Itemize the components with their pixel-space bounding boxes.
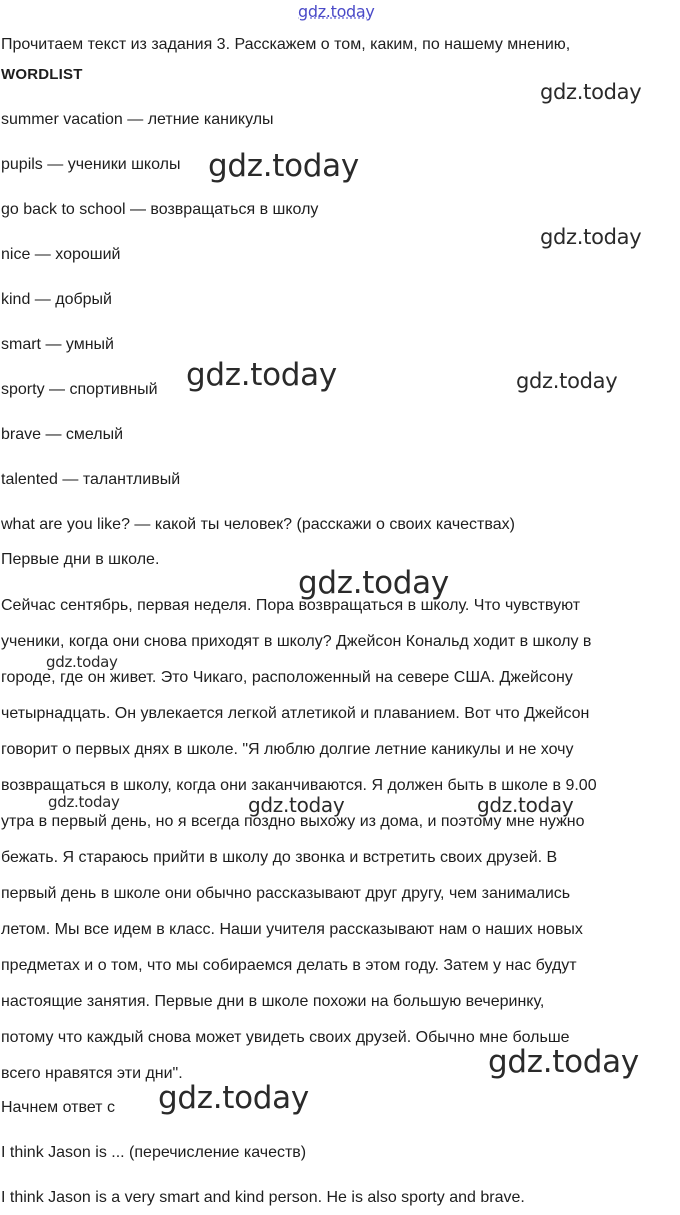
paragraph-line: бежать. Я стараюсь прийти в школу до звонка и встретить своих друзей. В — [1, 849, 558, 866]
wordlist-item: pupils — ученики школы — [1, 156, 181, 173]
wordlist-item: kind — добрый — [1, 291, 112, 308]
paragraph-line: потому что каждый снова может увидеть своих друзей. Обычно мне больше — [1, 1029, 570, 1046]
wordlist-item: what are you like? — какой ты человек? (расскажи о своих качествах) — [1, 516, 515, 533]
wordlist-item: sporty — спортивный — [1, 381, 158, 398]
paragraph-line: Сейчас сентябрь, первая неделя. Пора возвращаться в школу. Что чувствуют — [1, 597, 581, 614]
answer-start: Начнем ответ с — [1, 1099, 115, 1116]
answer-line: I think Jason is a very smart and kind person. He is also sporty and brave. — [1, 1189, 525, 1206]
wordlist-item: talented — талантливый — [1, 471, 181, 488]
watermark: gdz.today — [208, 148, 359, 184]
watermark: gdz.today — [477, 793, 574, 817]
paragraph-line: летом. Мы все идем в класс. Наши учителя рассказывают нам о наших новых — [1, 921, 583, 938]
wordlist-item: smart — умный — [1, 336, 114, 353]
wordlist-item: nice — хороший — [1, 246, 121, 263]
watermark: gdz.today — [516, 369, 618, 393]
watermark: gdz.today — [48, 793, 120, 811]
watermark: gdz.today — [488, 1044, 639, 1080]
paragraph-line: утра в первый день, но я всегда поздно выхожу из дома, и поэтому мне нужно — [1, 813, 585, 830]
intro-line: Прочитаем текст из задания 3. Расскажем о том, каким, по нашему мнению, — [1, 36, 571, 53]
watermark: gdz.today — [158, 1080, 309, 1116]
watermark: gdz.today — [540, 225, 642, 249]
watermark: gdz.today — [186, 357, 337, 393]
watermark: gdz.today — [298, 565, 449, 601]
wordlist-item: go back to school — возвращаться в школу — [1, 201, 319, 218]
paragraph-line: возвращаться в школу, когда они заканчиваются. Я должен быть в школе в 9.00 — [1, 777, 597, 794]
paragraph-line: предметах и о том, что мы собираемся делать в этом году. Затем у нас будут — [1, 957, 577, 974]
paragraph-line: ученики, когда они снова приходят в школу? Джейсон Кональд ходит в школу в — [1, 633, 592, 650]
paragraph-line: первый день в школе они обычно рассказывают друг другу, чем занимались — [1, 885, 571, 902]
paragraph-line: настоящие занятия. Первые дни в школе похожи на большую вечеринку, — [1, 993, 545, 1010]
wordlist-heading: WORDLIST — [1, 66, 83, 83]
paragraph-line: всего нравятся эти дни". — [1, 1065, 183, 1082]
watermark: gdz.today — [46, 653, 118, 671]
template-line: I think Jason is ... (перечисление качеств) — [1, 1144, 307, 1161]
section-title: Первые дни в школе. — [1, 551, 160, 568]
watermark-top: gdz.today — [298, 2, 375, 21]
paragraph-line: четырнадцать. Он увлекается легкой атлетикой и плаванием. Вот что Джейсон — [1, 705, 590, 722]
wordlist-item: brave — смелый — [1, 426, 124, 443]
paragraph-line: городе, где он живет. Это Чикаго, расположенный на севере США. Джейсону — [1, 669, 573, 686]
watermark: gdz.today — [248, 793, 345, 817]
paragraph-line: говорит о первых днях в школе. "Я люблю долгие летние каникулы и не хочу — [1, 741, 574, 758]
watermark: gdz.today — [540, 80, 642, 104]
wordlist-item: summer vacation — летние каникулы — [1, 111, 274, 128]
